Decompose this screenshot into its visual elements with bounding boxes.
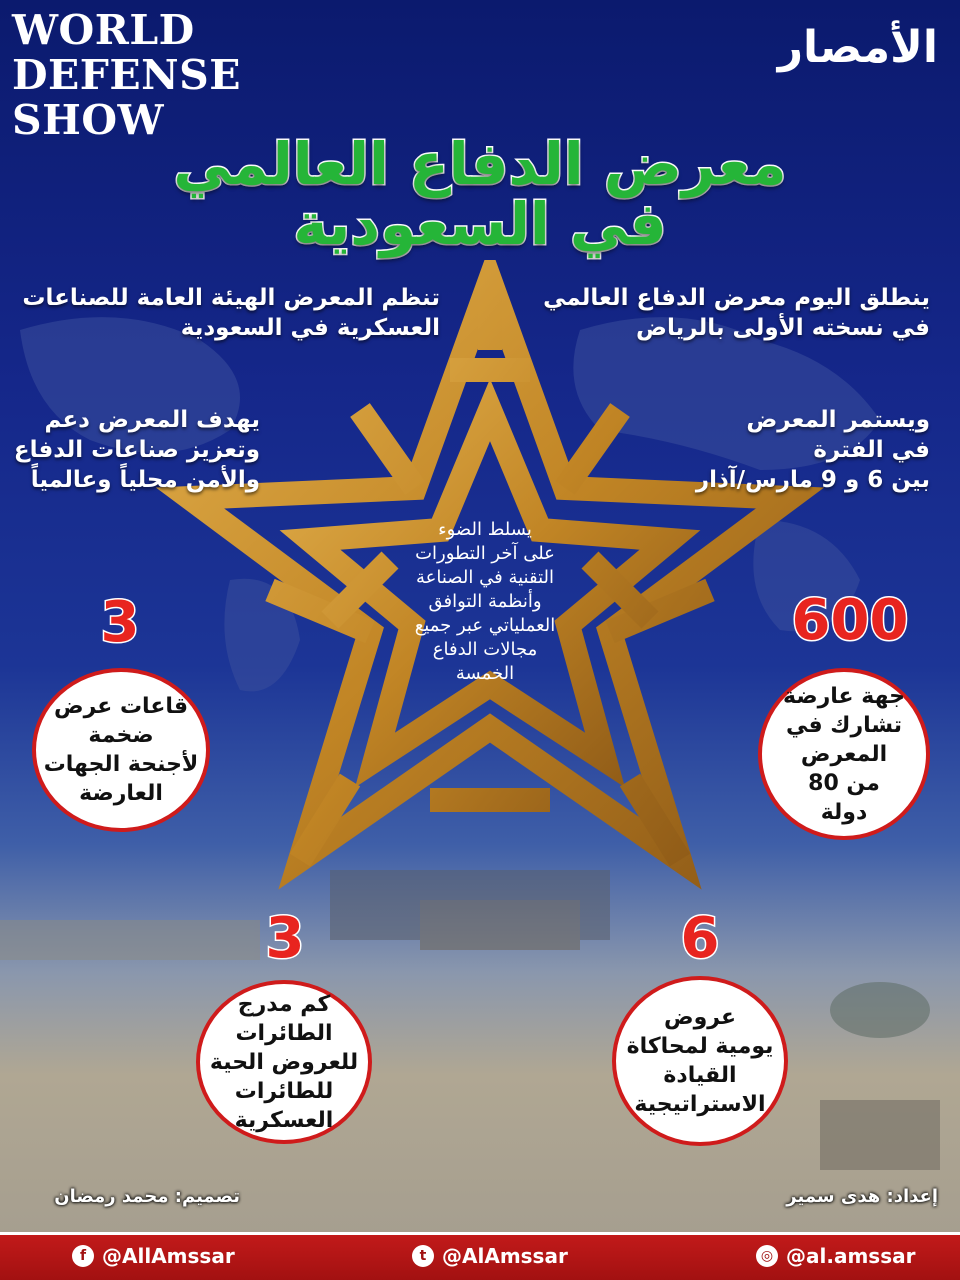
logo-word-2: DEFENSE <box>12 51 241 99</box>
alamssar-logo <box>778 22 938 73</box>
stat-runway-number: 3 <box>265 906 305 971</box>
stat-line: القيادة <box>663 1063 737 1088</box>
fact-highlight <box>378 518 592 686</box>
stat-line: ضخمة <box>88 723 154 748</box>
fact-line: في الفترة <box>813 437 930 463</box>
stat-line: لأجنحة الجهات <box>43 752 199 777</box>
facebook-handle: @AllAmssar <box>102 1244 235 1268</box>
fact-line: يهدف المعرض دعم <box>44 407 260 433</box>
fact-line: العسكرية في السعودية <box>180 315 440 341</box>
stat-runway-circle <box>196 980 372 1144</box>
stat-line: يومية لمحاكاة <box>626 1034 774 1059</box>
instagram-link[interactable] <box>756 1240 915 1272</box>
logo-word-3: SHOW <box>12 96 165 144</box>
fact-line: وأنظمة التوافق <box>428 591 542 612</box>
stat-line: عروض <box>664 1005 736 1030</box>
stat-line: للعروض الحية <box>209 1049 359 1075</box>
fact-line: ويستمر المعرض <box>746 407 930 433</box>
stat-shows-circle <box>612 976 788 1146</box>
main-title: معرض الدفاع العالمي <box>173 130 787 198</box>
stat-halls-number: 3 <box>100 590 140 655</box>
twitter-handle: @AlAmssar <box>442 1244 568 1268</box>
fact-organizer <box>10 283 440 343</box>
design-credit: تصميم: محمد رمضان <box>54 1186 240 1207</box>
fact-line: بين 6 و 9 مارس/آذار <box>695 467 930 493</box>
fact-line: والأمن محلياً وعالمياً <box>30 467 260 493</box>
world-defense-show-logo <box>12 8 241 143</box>
twitter-icon: t <box>412 1245 434 1267</box>
stat-line: الطائرات <box>235 1020 333 1046</box>
stat-line: المعرض <box>800 741 888 767</box>
main-subtitle: في السعودية <box>293 190 667 258</box>
stat-shows-number: 6 <box>680 906 720 971</box>
fact-line: الخمسة <box>455 663 515 684</box>
fact-dates <box>640 405 930 495</box>
stat-exhibitors-circle <box>758 668 930 840</box>
stat-line: للطائرات <box>234 1078 334 1104</box>
fact-line: مجالات الدفاع <box>432 639 538 660</box>
logo-word-1: WORLD <box>12 6 195 54</box>
instagram-handle: @al.amssar <box>786 1244 916 1268</box>
stat-line: العسكرية <box>234 1107 334 1133</box>
fact-line: يسلط الضوء <box>438 519 532 540</box>
twitter-link[interactable] <box>412 1240 568 1272</box>
fact-line: العملياتي عبر جميع <box>414 615 556 636</box>
facebook-icon: f <box>72 1245 94 1267</box>
stat-line: الاستراتيجية <box>634 1092 766 1117</box>
stat-line: من 80 <box>808 770 880 796</box>
stat-line: كم مدرج <box>237 991 331 1017</box>
stat-line: جهة عارضة <box>783 683 905 709</box>
fact-launch <box>520 283 930 343</box>
stat-line: العارضة <box>79 781 163 806</box>
fact-line: ينطلق اليوم معرض الدفاع العالمي <box>543 285 930 311</box>
facebook-link[interactable] <box>72 1240 235 1272</box>
fact-line: التقنية في الصناعة <box>416 567 554 588</box>
fact-line: وتعزيز صناعات الدفاع <box>13 437 260 463</box>
stat-exhibitors-number: 600 <box>791 588 909 653</box>
stat-line: تشارك في <box>785 712 903 738</box>
fact-line: تنظم المعرض الهيئة العامة للصناعات <box>22 285 440 311</box>
stat-halls-circle <box>32 668 210 832</box>
fact-line: في نسخته الأولى بالرياض <box>636 315 930 341</box>
fact-line: على آخر التطورات <box>415 543 555 564</box>
stat-line: قاعات عرض <box>53 694 189 719</box>
stat-line: دولة <box>820 799 868 825</box>
fact-goal <box>10 405 260 495</box>
prepared-credit: إعداد: هدى سمير <box>786 1186 938 1207</box>
outlet-logo-text: الأمصار <box>777 22 938 73</box>
instagram-icon: ◎ <box>756 1245 778 1267</box>
